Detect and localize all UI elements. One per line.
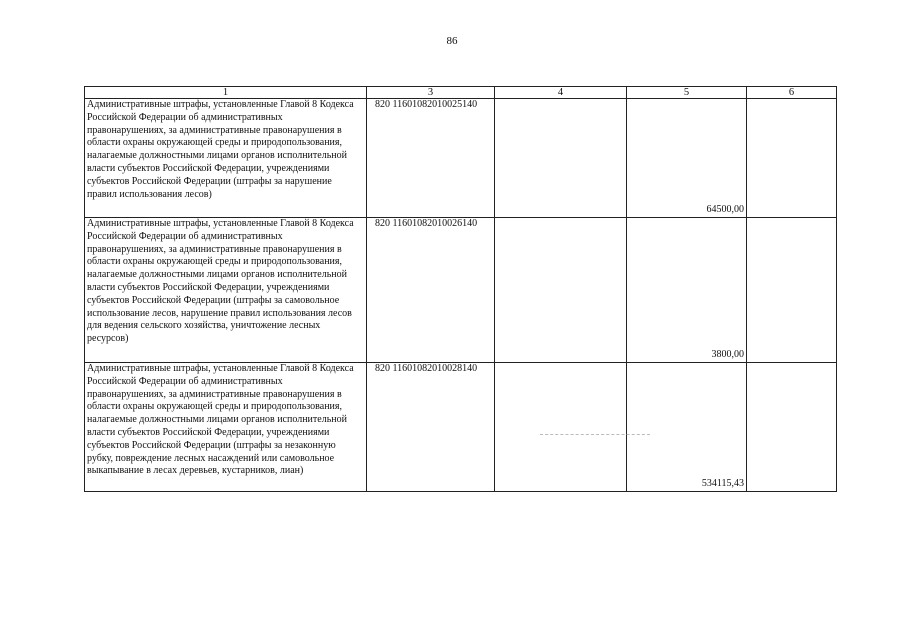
scan-artifact bbox=[540, 434, 650, 435]
header-col-4: 4 bbox=[495, 87, 627, 99]
table-row bbox=[85, 218, 837, 363]
row-description: Административные штрафы, установленные Главой 8 Кодекса Российской Федерации об административных правонарушениях, за административные правонарушения в области охраны окружающей среды и природопользования, налагаемые должностными лицами органов исполнительной власти субъектов Российской Федерации, учреждениями субъектов Российской Федерации (штрафы за самовольное использование лесов, нарушение правил использования лесов для ведения сельского хозяйства, уничтожение лесных ресурсов) bbox=[85, 218, 367, 363]
table-row bbox=[85, 99, 837, 218]
row-budget-code: 820 11601082010026140 bbox=[367, 218, 495, 363]
header-col-6: 6 bbox=[747, 87, 837, 99]
row-budget-code: 820 11601082010025140 bbox=[367, 99, 495, 218]
table-row bbox=[85, 363, 837, 492]
budget-table bbox=[84, 86, 837, 492]
row-amount: 64500,00 bbox=[627, 99, 747, 218]
row-description: Административные штрафы, установленные Главой 8 Кодекса Российской Федерации об административных правонарушениях, за административные правонарушения в области охраны окружающей среды и природопользования, налагаемые должностными лицами органов исполнительной власти субъектов Российской Федерации, учреждениями субъектов Российской Федерации (штрафы за нарушение правил использования лесов) bbox=[85, 99, 367, 218]
table-header-row bbox=[85, 87, 837, 99]
row-col-6 bbox=[747, 363, 837, 492]
row-amount: 3800,00 bbox=[627, 218, 747, 363]
row-col-4 bbox=[495, 218, 627, 363]
header-col-3: 3 bbox=[367, 87, 495, 99]
row-amount: 534115,43 bbox=[627, 363, 747, 492]
row-description: Административные штрафы, установленные Главой 8 Кодекса Российской Федерации об административных правонарушениях, за административные правонарушения в области охраны окружающей среды и природопользования, налагаемые должностными лицами органов исполнительной власти субъектов Российской Федерации, учреждениями субъектов Российской Федерации (штрафы за незаконную рубку, повреждение лесных насаждений или самовольное выкапывание в лесах деревьев, кустарников, лиан) bbox=[85, 363, 367, 492]
row-budget-code: 820 11601082010028140 bbox=[367, 363, 495, 492]
row-col-4 bbox=[495, 99, 627, 218]
header-col-5: 5 bbox=[627, 87, 747, 99]
page-number: 86 bbox=[446, 35, 458, 47]
row-col-6 bbox=[747, 99, 837, 218]
row-col-6 bbox=[747, 218, 837, 363]
row-col-4 bbox=[495, 363, 627, 492]
header-col-1: 1 bbox=[85, 87, 367, 99]
